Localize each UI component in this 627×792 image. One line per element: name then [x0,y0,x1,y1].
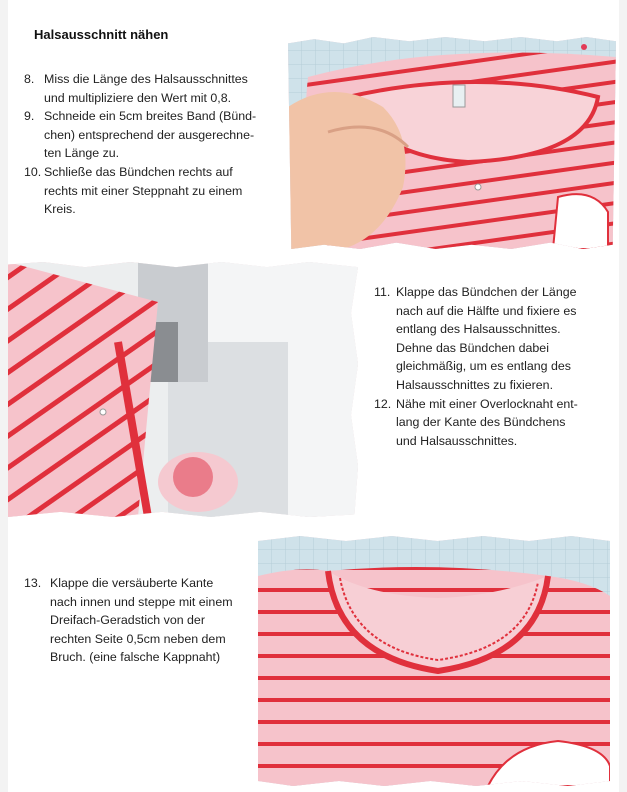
step-13 [24,574,274,667]
step-line: rechts mit einer Steppnaht zu einem [44,183,243,198]
step-line: Kreis. [44,202,76,217]
step-line: rechten Seite 0,5cm neben dem [50,631,226,646]
step-12 [374,395,614,451]
step-number: 13. [24,576,42,590]
step-line: Miss die Länge des Halsausschnittes [44,72,248,86]
steps-block-1 [24,70,294,219]
step-8 [24,70,294,107]
step-line: Dreifach-Geradstich von der [50,613,205,628]
step-number: 11. [374,285,391,299]
step-line: Klappe das Bündchen der Länge [396,285,577,299]
photo-finished-neckline [258,536,610,786]
step-number: 9. [24,109,35,124]
step-line: lang der Kante des Bündchens [396,415,566,430]
step-line: Klappe die versäuberte Kante [50,576,214,590]
step-line: entlang des Halsausschnittes. [396,322,561,337]
step-line: und Halsausschnittes. [396,433,518,448]
steps-block-2 [374,283,614,450]
step-line: chen) entsprechend der ausgerechne- [44,127,255,142]
step-line: ten Länge zu. [44,146,120,161]
step-line: gleichmäßig, um es entlang des [396,359,571,374]
step-line: Dehne das Bündchen dabei [396,340,549,355]
photo-neckband-pinning [288,37,616,249]
photo-overlock-machine-illustration [8,262,358,517]
step-line: nach innen und steppe mit einem [50,594,233,609]
step-line: Schneide ein 5cm breites Band (Bünd- [44,109,257,124]
step-line: Halsausschnittes zu fixieren. [396,377,554,392]
photo-finished-neckline-illustration [258,536,610,786]
photo-neckband-pinning-illustration [288,37,616,249]
photo-overlock-machine [8,262,358,517]
step-line: nach auf die Hälfte und fixiere es [396,303,577,318]
step-line: Nähe mit einer Overlocknaht ent- [396,396,578,411]
section-title: Halsausschnitt nähen [34,27,169,42]
step-number: 10. [24,164,42,179]
step-number: 12. [374,396,392,411]
step-line: Schließe das Bündchen rechts auf [44,164,233,179]
step-line: Bruch. (eine falsche Kappnaht) [50,650,221,665]
step-9 [24,107,294,163]
steps-block-3 [24,574,274,667]
step-10 [24,163,294,219]
step-line: und multipliziere den Wert mit 0,8. [44,90,232,105]
step-11 [374,283,614,395]
step-number: 8. [24,72,35,86]
